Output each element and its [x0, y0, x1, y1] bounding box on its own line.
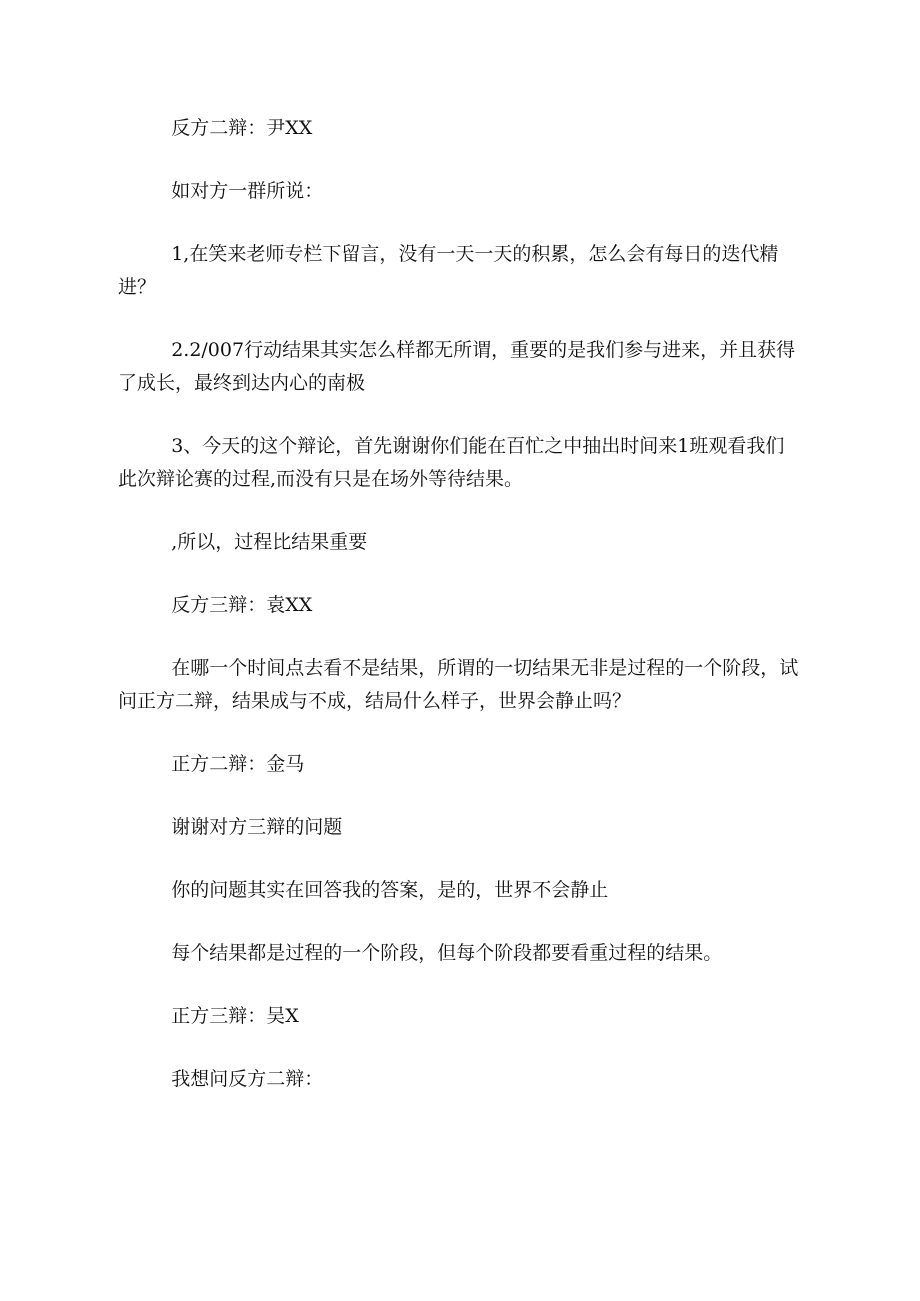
speaker-line: 反方二辩：尹XX [171, 117, 313, 139]
speaker-line: 正方三辩：吴X [171, 1005, 299, 1027]
paragraph: 2.2/007行动结果其实怎么样都无所谓，重要的是我们参与进来，并且获得了成长，最终到达内心的南极 [118, 339, 796, 394]
paragraph: 我想问反方二辩： [171, 1068, 324, 1090]
speaker-line: 反方三辩：袁XX [171, 594, 313, 616]
paragraph: 在哪一个时间点去看不是结果，所谓的一切结果无非是过程的一个阶段，试问正方二辩，结果成与不成，结局什么样子，世界会静止吗？ [118, 657, 799, 712]
paragraph: 谢谢对方三辩的问题 [171, 816, 343, 838]
paragraph: 你的问题其实在回答我的答案，是的，世界不会静止 [171, 879, 609, 901]
paragraph: ,所以，过程比结果重要 [171, 531, 368, 553]
paragraph: 每个结果都是过程的一个阶段，但每个阶段都要看重过程的结果。 [171, 942, 723, 964]
paragraph: 如对方一群所说： [171, 180, 324, 202]
paragraph: 3、今天的这个辩论，首先谢谢你们能在百忙之中抽出时间来1班观看我们此次辩论赛的过程,而没有只是在场外等待结果。 [118, 435, 785, 490]
speaker-line: 正方二辩：金马 [171, 753, 305, 775]
document-body [118, 112, 800, 1126]
paragraph: 1,在笑来老师专栏下留言，没有一天一天的积累，怎么会有每日的迭代精进？ [118, 243, 779, 298]
